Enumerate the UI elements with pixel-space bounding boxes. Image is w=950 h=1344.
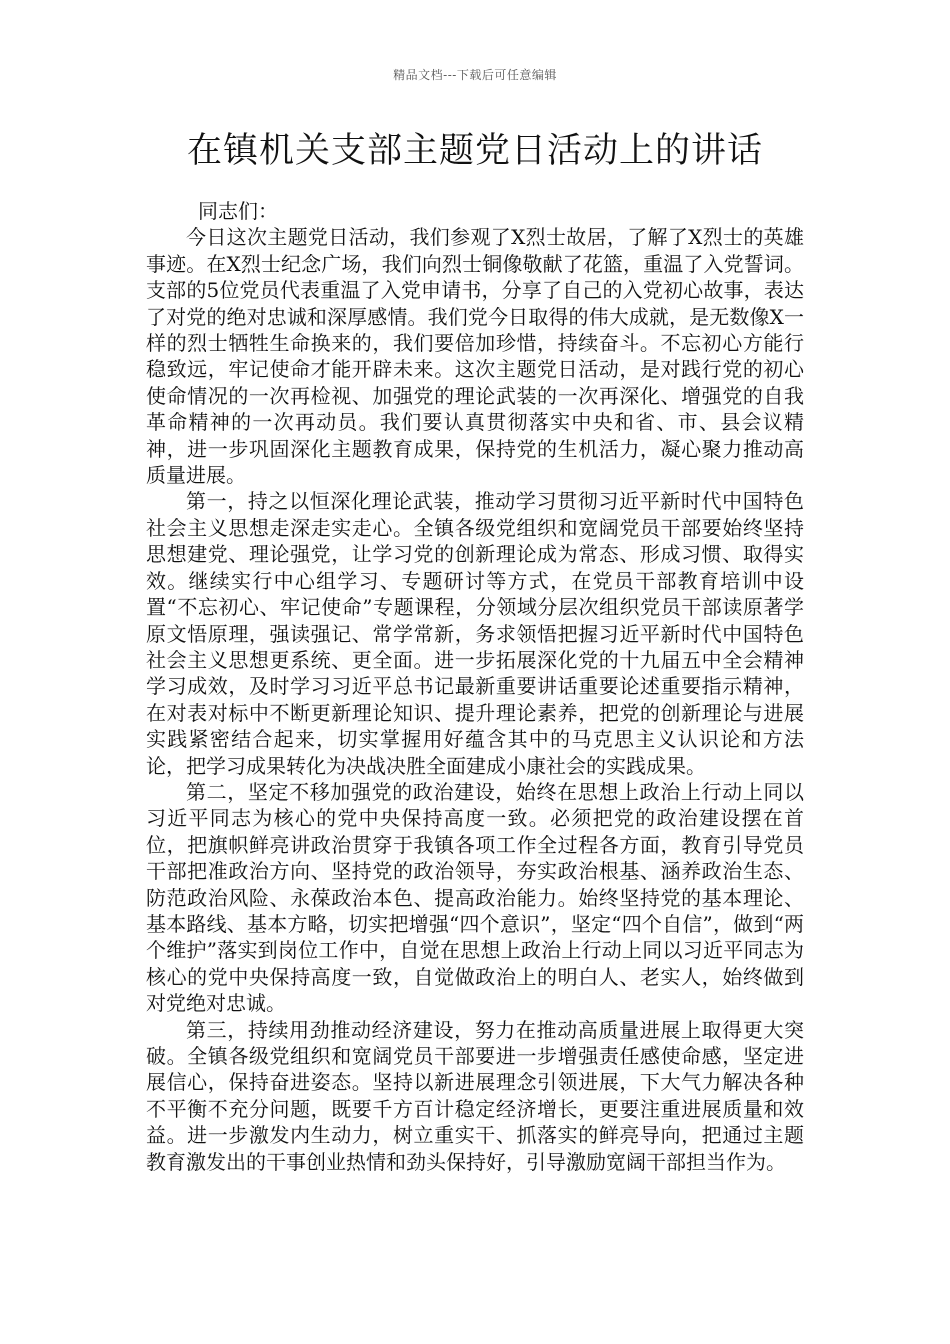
paragraph-intro: 今日这次主题党日活动，我们参观了X烈士故居，了解了X烈士的英雄事迹。在X烈士纪念广场，我们向烈士铜像敬献了花篮，重温了入党誓词。支部的5位党员代表重温了入党申请书，分享了自己的入党初心故事，表达了对党的绝对忠诚和深厚感情。我们党今日取得的伟大成就，是无数像X一样的烈士牺牲生命换来的，我们要倍加珍惜，持续奋斗。不忘初心方能行稳致远，牢记使命才能开辟未来。这次主题党日活动，是对践行党的初心使命情况的一次再检视、加强党的理论武装的一次再深化、增强党的自我革命精神的一次再动员。我们要认真贯彻落实中央和省、市、县会议精神，进一步巩固深化主题教育成果，保持党的生机活力，凝心聚力推动高质量进展。 bbox=[146, 225, 804, 488]
document-body bbox=[146, 198, 804, 1175]
paragraph-third: 第三，持续用劲推动经济建设，努力在推动高质量进展上取得更大突破。全镇各级党组织和宽阔党员干部要进一步增强责任感使命感，坚定进展信心，保持奋进姿态。坚持以新进展理念引领进展，下大气力解决各种不平衡不充分问题，既要千方百计稳定经济增长，更要注重进展质量和效益。进一步激发内生动力，树立重实干、抓落实的鲜亮导向，把通过主题教育激发出的干事创业热情和劲头保持好，引导激励宽阔干部担当作为。 bbox=[146, 1017, 804, 1174]
paragraph-second: 第二，坚定不移加强党的政治建设，始终在思想上政治上行动上同以习近平同志为核心的党中央保持高度一致。必须把党的政治建设摆在首位，把旗帜鲜亮讲政治贯穿于我镇各项工作全过程各方面，教育引导党员干部把准政治方向、坚持党的政治领导，夯实政治根基、涵养政治生态、防范政治风险、永葆政治本色、提高政治能力。始终坚持党的基本理论、基本路线、基本方略，切实把增强“四个意识”，坚定“四个自信”，做到“两个维护”落实到岗位工作中，自觉在思想上政治上行动上同以习近平同志为核心的党中央保持高度一致，自觉做政治上的明白人、老实人，始终做到对党绝对忠诚。 bbox=[146, 779, 804, 1016]
salutation: 同志们： bbox=[198, 199, 278, 223]
document-title: 在镇机关支部主题党日活动上的讲话 bbox=[186, 131, 763, 171]
header-note: 精品文档---下载后可任意编辑 bbox=[393, 68, 557, 82]
paragraph-first: 第一，持之以恒深化理论武装，推动学习贯彻习近平新时代中国特色社会主义思想走深走实走心。全镇各级党组织和宽阔党员干部要始终坚持思想建党、理论强党，让学习党的创新理论成为常态、形成习惯、取得实效。继续实行中心组学习、专题研讨等方式，在党员干部教育培训中设置“不忘初心、牢记使命”专题课程，分领域分层次组织党员干部读原著学原文悟原理，强读强记、常学常新，务求领悟把握习近平新时代中国特色社会主义思想更系统、更全面。进一步拓展深化党的十九届五中全会精神学习成效，及时学习习近平总书记最新重要讲话重要论述重要指示精神，在对表对标中不断更新理论知识、提升理论素养，把党的创新理论与进展实践紧密结合起来，切实掌握用好蕴含其中的马克思主义认识论和方法论，把学习成果转化为决战决胜全面建成小康社会的实践成果。 bbox=[146, 489, 804, 778]
